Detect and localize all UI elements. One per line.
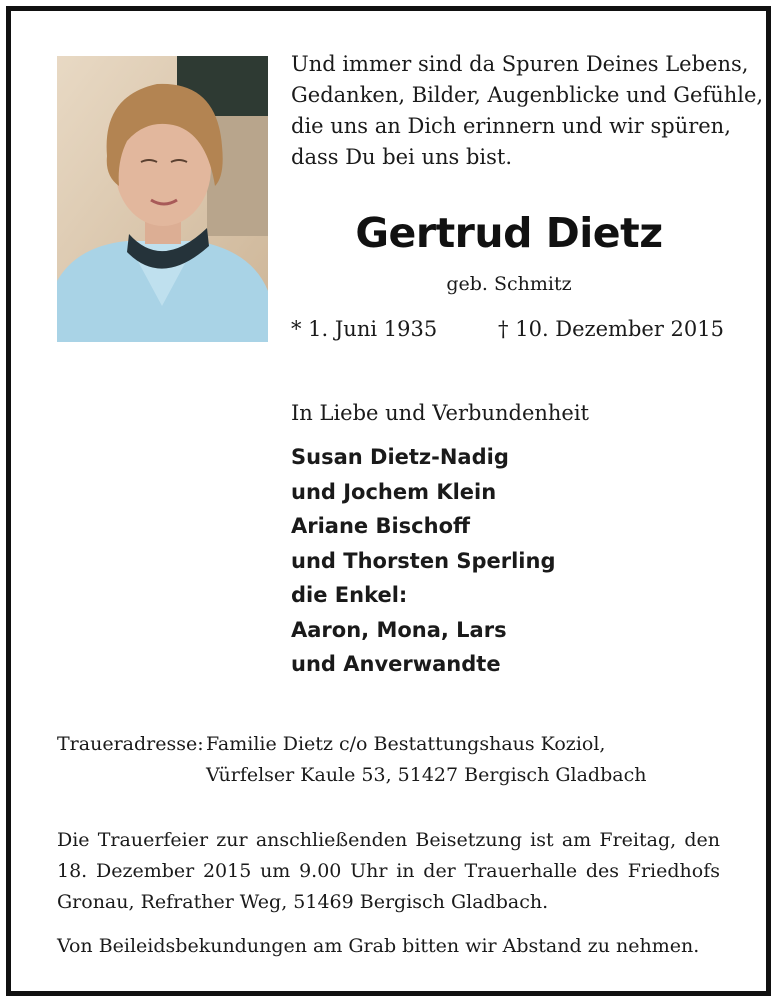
poem-line: Gedanken, Bilder, Augenblicke und Gefühle, bbox=[291, 83, 764, 107]
poem-line: dass Du bei uns bist. bbox=[291, 145, 513, 169]
deceased-name: Gertrud Dietz bbox=[355, 209, 663, 257]
closing-note: Von Beileidsbekundungen am Grab bitten wir Abstand zu nehmen. bbox=[57, 935, 700, 957]
address-line-1: Familie Dietz c/o Bestattungshaus Koziol, bbox=[206, 733, 606, 755]
mourner-line: und Jochem Klein bbox=[291, 479, 497, 504]
mourner-line: Aaron, Mona, Lars bbox=[291, 617, 507, 642]
maiden-name: geb. Schmitz bbox=[446, 273, 572, 295]
poem-line: die uns an Dich erinnern und wir spüren, bbox=[291, 114, 731, 138]
obituary-notice bbox=[6, 6, 771, 996]
portrait-photo bbox=[57, 56, 268, 342]
mourner-line: und Anverwandte bbox=[291, 652, 501, 676]
ceremony-details: Die Trauerfeier zur anschließenden Beisetzung ist am Freitag, den 18. Dezember 2015 um 9.00 Uhr in der Trauerhalle des Friedhofs Gronau, Refrather Weg, 51469 Bergisch Gladbach. bbox=[57, 829, 720, 913]
birth-date: * 1. Juni 1935 bbox=[291, 317, 438, 341]
mourner-line: und Thorsten Sperling bbox=[291, 548, 556, 573]
address-line-2: Vürfelser Kaule 53, 51427 Bergisch Gladbach bbox=[206, 764, 647, 786]
mourner-line: Susan Dietz-Nadig bbox=[291, 445, 509, 469]
death-date: † 10. Dezember 2015 bbox=[498, 317, 724, 341]
mourner-line: die Enkel: bbox=[291, 583, 408, 607]
poem-line: Und immer sind da Spuren Deines Lebens, bbox=[291, 52, 749, 76]
address-label: Traueradresse: bbox=[57, 733, 204, 755]
mourners-intro: In Liebe und Verbundenheit bbox=[291, 401, 589, 425]
mourners-list bbox=[291, 440, 555, 682]
mourner-line: Ariane Bischoff bbox=[291, 514, 471, 538]
memorial-poem bbox=[291, 49, 764, 173]
